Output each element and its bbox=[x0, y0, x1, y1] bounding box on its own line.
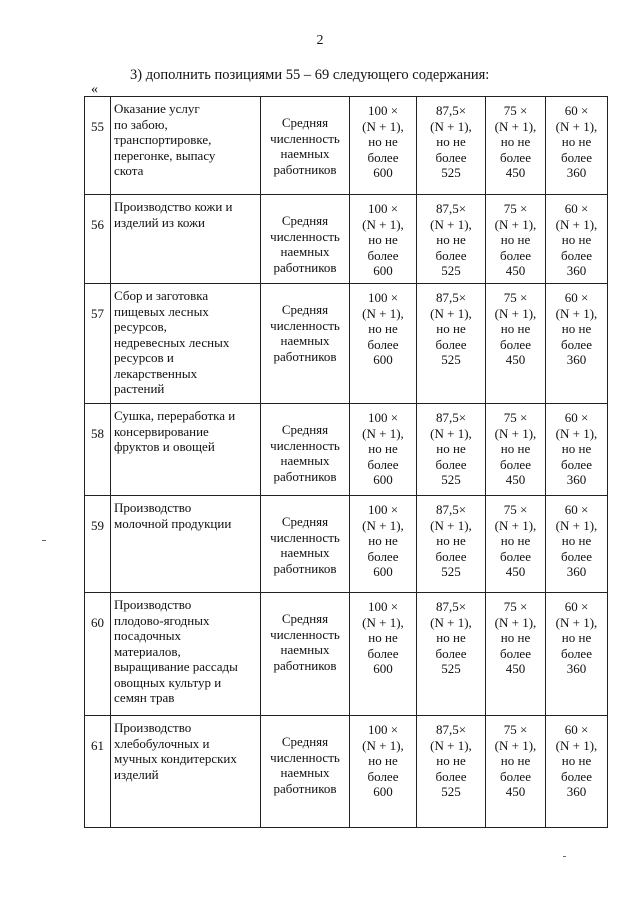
indicator-line: наемных bbox=[280, 244, 330, 259]
value-line: но не bbox=[500, 441, 531, 456]
activity-line: молочной продукции bbox=[114, 515, 232, 531]
value-cell bbox=[417, 284, 486, 404]
value-line: (N + 1), bbox=[494, 305, 537, 321]
value-line: (N + 1), bbox=[430, 118, 472, 134]
value-line: (N + 1), bbox=[494, 517, 537, 533]
indicator-line: наемных bbox=[280, 146, 330, 161]
position-number: 55 bbox=[85, 97, 111, 195]
positions-table bbox=[84, 96, 608, 828]
indicator-cell bbox=[261, 404, 350, 496]
indicator-line: работников bbox=[273, 161, 337, 177]
activity-cell bbox=[111, 496, 261, 593]
activity-cell bbox=[111, 716, 261, 828]
value-line: 87,5× bbox=[435, 502, 467, 517]
value-line: 360 bbox=[566, 165, 587, 180]
indicator-line: работников bbox=[273, 780, 337, 796]
value-line: но не bbox=[436, 630, 466, 645]
indicator-line: Средняя bbox=[281, 734, 329, 749]
value-line: более bbox=[435, 336, 467, 352]
activity-line: Производство bbox=[114, 500, 192, 515]
value-line: более bbox=[500, 548, 531, 564]
value-line: но не bbox=[500, 321, 531, 336]
value-line: более bbox=[367, 768, 399, 784]
indicator-line: работников bbox=[273, 560, 337, 576]
value-cell bbox=[350, 97, 417, 195]
activity-line: растений bbox=[114, 381, 165, 396]
value-line: более bbox=[435, 768, 467, 784]
activity-line: Производство bbox=[114, 597, 192, 612]
value-line: 60 × bbox=[564, 290, 589, 305]
indicator-line: наемных bbox=[280, 765, 330, 780]
value-line: более bbox=[367, 336, 399, 352]
value-line: 450 bbox=[505, 564, 526, 579]
indicator-line: численность bbox=[270, 317, 340, 333]
table-row bbox=[85, 496, 608, 593]
value-line: но не bbox=[368, 321, 398, 336]
value-line: более bbox=[435, 247, 467, 263]
value-line: 600 bbox=[373, 352, 393, 367]
value-line: более bbox=[367, 456, 399, 472]
indicator-line: работников bbox=[273, 259, 337, 275]
value-cell bbox=[486, 593, 546, 716]
intro-paragraph: 3) дополнить позициями 55 – 69 следующего содержания: bbox=[130, 67, 490, 83]
value-line: более bbox=[500, 336, 531, 352]
indicator-cell bbox=[261, 284, 350, 404]
indicator-line: Средняя bbox=[281, 302, 329, 317]
value-line: 60 × bbox=[564, 599, 589, 614]
value-line: более bbox=[561, 149, 592, 165]
indicator-line: Средняя bbox=[281, 611, 329, 626]
value-line: (N + 1), bbox=[494, 118, 537, 134]
indicator-line: наемных bbox=[280, 545, 330, 560]
value-line: (N + 1), bbox=[362, 737, 404, 753]
page-number: 2 bbox=[316, 33, 324, 48]
indicator-line: наемных bbox=[280, 453, 330, 468]
value-line: 525 bbox=[441, 263, 461, 278]
value-line: но не bbox=[368, 630, 398, 645]
value-line: более bbox=[367, 149, 399, 165]
indicator-cell bbox=[261, 97, 350, 195]
value-line: но не bbox=[561, 533, 592, 548]
activity-line: транспортировке, bbox=[114, 132, 212, 147]
indicator-line: Средняя bbox=[281, 115, 329, 130]
value-line: 360 bbox=[566, 472, 587, 487]
value-line: более bbox=[435, 645, 467, 661]
value-line: 75 × bbox=[503, 599, 528, 614]
indicator-line: работников bbox=[273, 468, 337, 484]
indicator-cell bbox=[261, 716, 350, 828]
activity-line: Сушка, переработка и bbox=[114, 408, 236, 423]
value-line: более bbox=[367, 645, 399, 661]
value-line: (N + 1), bbox=[362, 517, 404, 533]
value-cell bbox=[546, 404, 608, 496]
value-line: (N + 1), bbox=[494, 216, 537, 232]
value-line: (N + 1), bbox=[555, 737, 598, 753]
value-line: 60 × bbox=[564, 201, 589, 216]
value-cell bbox=[546, 284, 608, 404]
value-line: но не bbox=[436, 134, 466, 149]
value-line: (N + 1), bbox=[362, 614, 404, 630]
value-line: 75 × bbox=[503, 290, 528, 305]
value-cell bbox=[546, 593, 608, 716]
value-cell bbox=[417, 195, 486, 284]
activity-line: выращивание рассады bbox=[114, 659, 238, 674]
activity-cell bbox=[111, 97, 261, 195]
value-line: 60 × bbox=[564, 502, 589, 517]
value-cell bbox=[417, 716, 486, 828]
value-line: (N + 1), bbox=[362, 216, 404, 232]
table-row bbox=[85, 716, 608, 828]
value-line: более bbox=[561, 768, 592, 784]
activity-line: перегонке, выпасу bbox=[114, 147, 216, 163]
value-line: 75 × bbox=[503, 201, 528, 216]
value-cell bbox=[486, 97, 546, 195]
value-line: но не bbox=[436, 441, 466, 456]
activity-line: семян трав bbox=[114, 690, 175, 705]
indicator-line: численность bbox=[270, 529, 340, 545]
value-line: более bbox=[500, 645, 531, 661]
indicator-line: Средняя bbox=[281, 422, 329, 437]
value-line: но не bbox=[436, 321, 466, 336]
table-row bbox=[85, 404, 608, 496]
activity-line: изделий из кожи bbox=[114, 214, 206, 230]
value-line: более bbox=[561, 548, 592, 564]
value-line: (N + 1), bbox=[555, 614, 598, 630]
value-line: 600 bbox=[373, 472, 393, 487]
value-line: (N + 1), bbox=[494, 737, 537, 753]
activity-line: лекарственных bbox=[114, 365, 198, 381]
value-line: (N + 1), bbox=[430, 737, 472, 753]
value-line: но не bbox=[500, 232, 531, 247]
value-line: 525 bbox=[441, 165, 461, 180]
indicator-line: наемных bbox=[280, 642, 330, 657]
indicator-line: численность bbox=[270, 228, 340, 244]
value-line: но не bbox=[368, 753, 398, 768]
table-row bbox=[85, 284, 608, 404]
value-line: (N + 1), bbox=[362, 425, 404, 441]
activity-cell bbox=[111, 284, 261, 404]
scan-speck bbox=[563, 856, 566, 857]
activity-line: хлебобулочных и bbox=[114, 735, 210, 751]
value-line: 360 bbox=[566, 564, 587, 579]
value-line: более bbox=[500, 149, 531, 165]
value-cell bbox=[417, 97, 486, 195]
indicator-cell bbox=[261, 496, 350, 593]
activity-cell bbox=[111, 195, 261, 284]
activity-line: недревесных лесных bbox=[114, 334, 230, 350]
value-line: (N + 1), bbox=[362, 118, 404, 134]
value-line: но не bbox=[500, 533, 531, 548]
activity-line: пищевых лесных bbox=[114, 303, 209, 319]
activity-line: посадочных bbox=[114, 628, 181, 643]
value-cell bbox=[417, 496, 486, 593]
value-line: но не bbox=[368, 533, 398, 548]
value-line: 87,5× bbox=[435, 410, 467, 425]
value-cell bbox=[486, 195, 546, 284]
value-cell bbox=[350, 195, 417, 284]
value-line: (N + 1), bbox=[555, 305, 598, 321]
value-cell bbox=[546, 195, 608, 284]
activity-line: мучных кондитерских bbox=[114, 751, 237, 766]
value-line: более bbox=[500, 247, 531, 263]
activity-line: материалов, bbox=[114, 643, 181, 659]
activity-line: Оказание услуг bbox=[114, 101, 200, 116]
value-line: 87,5× bbox=[435, 103, 467, 118]
value-line: 75 × bbox=[503, 410, 528, 425]
activity-line: ресурсов, bbox=[114, 319, 167, 334]
value-line: более bbox=[500, 456, 531, 472]
activity-line: консервирование bbox=[114, 423, 209, 439]
value-line: (N + 1), bbox=[555, 216, 598, 232]
value-line: (N + 1), bbox=[362, 305, 404, 321]
indicator-cell bbox=[261, 195, 350, 284]
value-line: 600 bbox=[373, 263, 393, 278]
value-line: 450 bbox=[505, 661, 526, 676]
indicator-cell bbox=[261, 593, 350, 716]
value-line: но не bbox=[500, 134, 531, 149]
value-line: 450 bbox=[505, 784, 526, 799]
value-line: но не bbox=[561, 753, 592, 768]
value-cell bbox=[546, 97, 608, 195]
activity-cell bbox=[111, 593, 261, 716]
value-line: (N + 1), bbox=[430, 614, 472, 630]
value-line: но не bbox=[436, 232, 466, 247]
indicator-line: Средняя bbox=[281, 514, 329, 529]
value-line: более bbox=[367, 548, 399, 564]
value-line: 600 bbox=[373, 784, 393, 799]
indicator-line: работников bbox=[273, 657, 337, 673]
position-number: 59 bbox=[85, 496, 111, 593]
value-cell bbox=[350, 496, 417, 593]
value-line: более bbox=[500, 768, 531, 784]
value-line: 100 × bbox=[367, 722, 399, 737]
activity-line: фруктов и овощей bbox=[114, 439, 215, 454]
value-line: более bbox=[561, 336, 592, 352]
value-cell bbox=[546, 496, 608, 593]
value-cell bbox=[486, 284, 546, 404]
position-number: 61 bbox=[85, 716, 111, 828]
value-line: (N + 1), bbox=[430, 425, 472, 441]
indicator-line: Средняя bbox=[281, 213, 329, 228]
activity-cell bbox=[111, 404, 261, 496]
value-line: но не bbox=[436, 533, 466, 548]
activity-line: Производство кожи и bbox=[114, 199, 233, 214]
activity-line: изделий bbox=[114, 766, 159, 782]
value-cell bbox=[350, 593, 417, 716]
position-number: 58 bbox=[85, 404, 111, 496]
value-line: (N + 1), bbox=[494, 425, 537, 441]
value-line: 525 bbox=[441, 784, 461, 799]
indicator-line: численность bbox=[270, 626, 340, 642]
value-line: но не bbox=[561, 134, 592, 149]
value-line: более bbox=[435, 548, 467, 564]
value-line: 525 bbox=[441, 472, 461, 487]
value-cell bbox=[546, 716, 608, 828]
value-line: 60 × bbox=[564, 410, 589, 425]
value-line: 87,5× bbox=[435, 599, 467, 614]
value-line: но не bbox=[561, 321, 592, 336]
activity-line: плодово-ягодных bbox=[114, 612, 210, 628]
value-line: 75 × bbox=[503, 722, 528, 737]
value-line: 100 × bbox=[367, 410, 399, 425]
value-line: 525 bbox=[441, 564, 461, 579]
value-line: 600 bbox=[373, 165, 393, 180]
value-cell bbox=[486, 496, 546, 593]
value-line: более bbox=[435, 149, 467, 165]
position-number: 56 bbox=[85, 195, 111, 284]
value-line: 100 × bbox=[367, 103, 399, 118]
value-line: 360 bbox=[566, 784, 587, 799]
opening-quote: « bbox=[91, 82, 98, 97]
value-line: 100 × bbox=[367, 290, 399, 305]
indicator-line: работников bbox=[273, 348, 337, 364]
value-line: 450 bbox=[505, 263, 526, 278]
value-line: 450 bbox=[505, 472, 526, 487]
activity-line: Производство bbox=[114, 720, 192, 735]
value-line: но не bbox=[500, 753, 531, 768]
value-line: 60 × bbox=[564, 103, 589, 118]
value-line: но не bbox=[368, 232, 398, 247]
indicator-line: численность bbox=[270, 130, 340, 146]
position-number: 60 bbox=[85, 593, 111, 716]
value-line: 87,5× bbox=[435, 290, 467, 305]
value-line: более bbox=[561, 456, 592, 472]
value-line: (N + 1), bbox=[555, 425, 598, 441]
value-line: 100 × bbox=[367, 502, 399, 517]
value-line: (N + 1), bbox=[555, 517, 598, 533]
activity-line: ресурсов и bbox=[114, 350, 174, 365]
value-line: 100 × bbox=[367, 599, 399, 614]
value-line: 100 × bbox=[367, 201, 399, 216]
value-line: 360 bbox=[566, 352, 587, 367]
value-line: 360 bbox=[566, 263, 587, 278]
activity-line: Сбор и заготовка bbox=[114, 288, 209, 303]
activity-line: овощных культур и bbox=[114, 674, 222, 690]
indicator-line: численность bbox=[270, 437, 340, 453]
value-line: 360 bbox=[566, 661, 587, 676]
value-line: 525 bbox=[441, 661, 461, 676]
value-cell bbox=[486, 716, 546, 828]
value-line: но не bbox=[500, 630, 531, 645]
value-line: более bbox=[435, 456, 467, 472]
value-line: более bbox=[561, 247, 592, 263]
scan-speck bbox=[42, 540, 46, 541]
value-line: 450 bbox=[505, 352, 526, 367]
value-line: 600 bbox=[373, 661, 393, 676]
value-line: но не bbox=[561, 441, 592, 456]
value-line: более bbox=[561, 645, 592, 661]
value-line: 75 × bbox=[503, 502, 528, 517]
table-row bbox=[85, 195, 608, 284]
value-line: но не bbox=[368, 441, 398, 456]
value-cell bbox=[417, 404, 486, 496]
value-cell bbox=[417, 593, 486, 716]
value-line: более bbox=[367, 247, 399, 263]
table-row bbox=[85, 97, 608, 195]
value-line: (N + 1), bbox=[430, 517, 472, 533]
table-row bbox=[85, 593, 608, 716]
value-line: (N + 1), bbox=[555, 118, 598, 134]
value-line: 60 × bbox=[564, 722, 589, 737]
value-line: (N + 1), bbox=[494, 614, 537, 630]
value-cell bbox=[350, 284, 417, 404]
value-line: 87,5× bbox=[435, 201, 467, 216]
value-line: (N + 1), bbox=[430, 305, 472, 321]
indicator-line: численность bbox=[270, 749, 340, 765]
value-line: 87,5× bbox=[435, 722, 467, 737]
value-line: (N + 1), bbox=[430, 216, 472, 232]
activity-line: по забою, bbox=[114, 116, 168, 132]
value-cell bbox=[350, 716, 417, 828]
indicator-line: наемных bbox=[280, 333, 330, 348]
value-line: 525 bbox=[441, 352, 461, 367]
position-number: 57 bbox=[85, 284, 111, 404]
value-cell bbox=[486, 404, 546, 496]
value-line: но не bbox=[368, 134, 398, 149]
value-line: 75 × bbox=[503, 103, 528, 118]
value-line: 600 bbox=[373, 564, 393, 579]
value-line: 450 bbox=[505, 165, 526, 180]
activity-line: скота bbox=[114, 163, 144, 178]
value-cell bbox=[350, 404, 417, 496]
value-line: но не bbox=[436, 753, 466, 768]
value-line: но не bbox=[561, 232, 592, 247]
value-line: но не bbox=[561, 630, 592, 645]
